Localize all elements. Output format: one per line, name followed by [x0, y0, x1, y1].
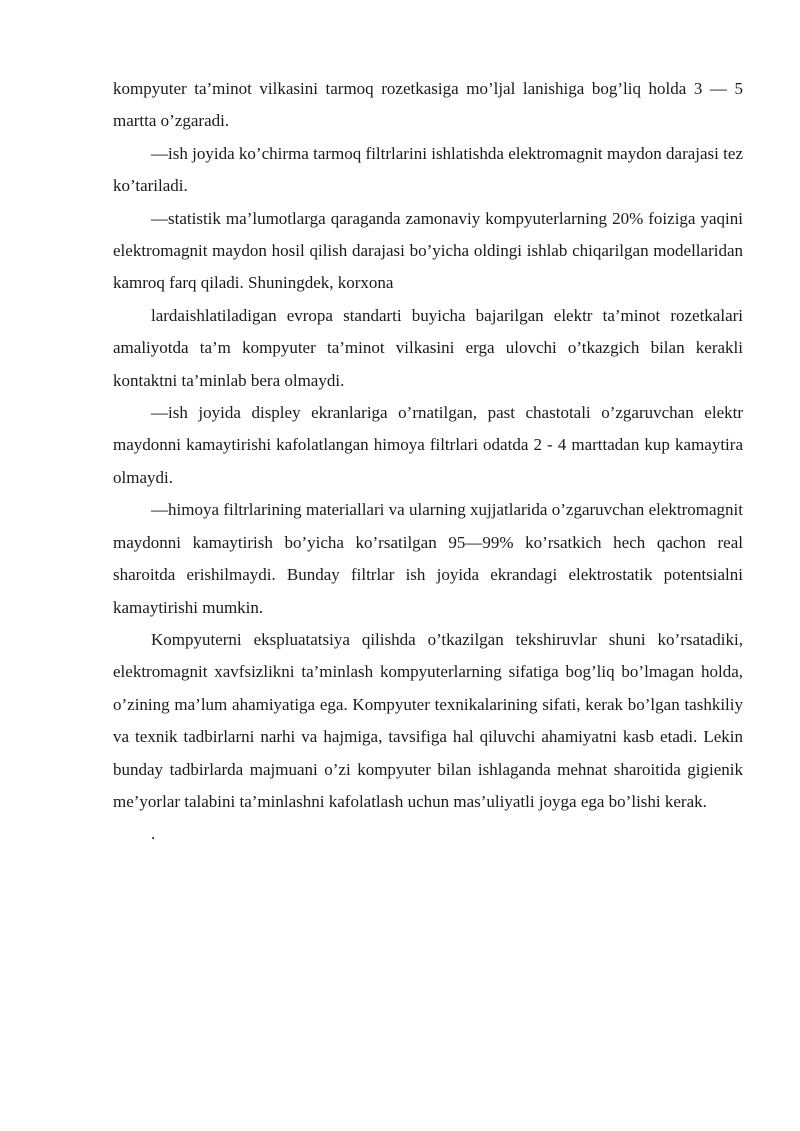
trailing-dot: .: [151, 824, 156, 844]
paragraph-5: —ish joyida displey ekranlariga o’rnatilgan, past chastotali o’zgaruvchan elektr maydonni kamaytirishi kafolatlangan himoya filtrlari odatda 2 - 4 marttadan kup kamaytira olmaydi.: [113, 403, 743, 487]
paragraph-3: —statistik ma’lumotlarga qaraganda zamonaviy kompyuterlarning 20% foiziga yaqini elektromagnit maydon hosil qilish darajasi bo’yicha oldingi ishlab chiqarilgan modellaridan kamroq farq qiladi. Shuningdek, korxona: [113, 208, 743, 293]
document-page: [113, 73, 743, 851]
paragraph-4: lardaishlatiladigan evropa standarti buyicha bajarilgan elektr ta’minot rozetkalari amaliyotda ta’m kompyuter ta’minot vilkasini erga ulovchi o’tkazgich bilan kerakli kontaktni ta’minlab bera olmaydi.: [113, 305, 743, 390]
paragraph-2: —ish joyida ko’chirma tarmoq filtrlarini ishlatishda elektromagnit maydon darajasi tez ko’tariladi.: [113, 143, 743, 196]
paragraph-6: —himoya filtrlarining materiallari va ularning xujjatlarida o’zgaruvchan elektromagnit maydonni kamaytirish bo’yicha ko’rsatilgan 95—99% ko’rsatkich hech qachon real sharoitda erishilmaydi. Bunday filtrlar ish joyida ekrandagi elektrostatik potentsialni kamaytirishi mumkin.: [113, 500, 743, 617]
paragraph-1: kompyuter ta’minot vilkasini tarmoq rozetkasiga mo’ljal lanishiga bog’liq holda 3 — 5 martta o’zgaradi.: [113, 79, 743, 131]
paragraph-7: Kompyuterni ekspluatatsiya qilishda o’tkazilgan tekshiruvlar shuni ko’rsatadiki, elektromagnit xavfsizlikni ta’minlash kompyuterlarning sifatiga bog’liq bo’lmagan holda, o’zining ma’lum ahamiyatiga ega. Kompyuter texnikalarining sifati, kerak bo’lgan tashkiliy va texnik tadbirlarni narhi va hajmiga, tavsifiga hal qiluvchi ahamiyatni kasb etadi. Lekin bunday tadbirlarda majmuani o’zi kompyuter bilan ishlaganda mehnat sharoitida gigienik me’yorlar talabini ta’minlashni kafolatlash uchun mas’uliyatli joyga ega bo’lishi kerak.: [113, 629, 743, 811]
